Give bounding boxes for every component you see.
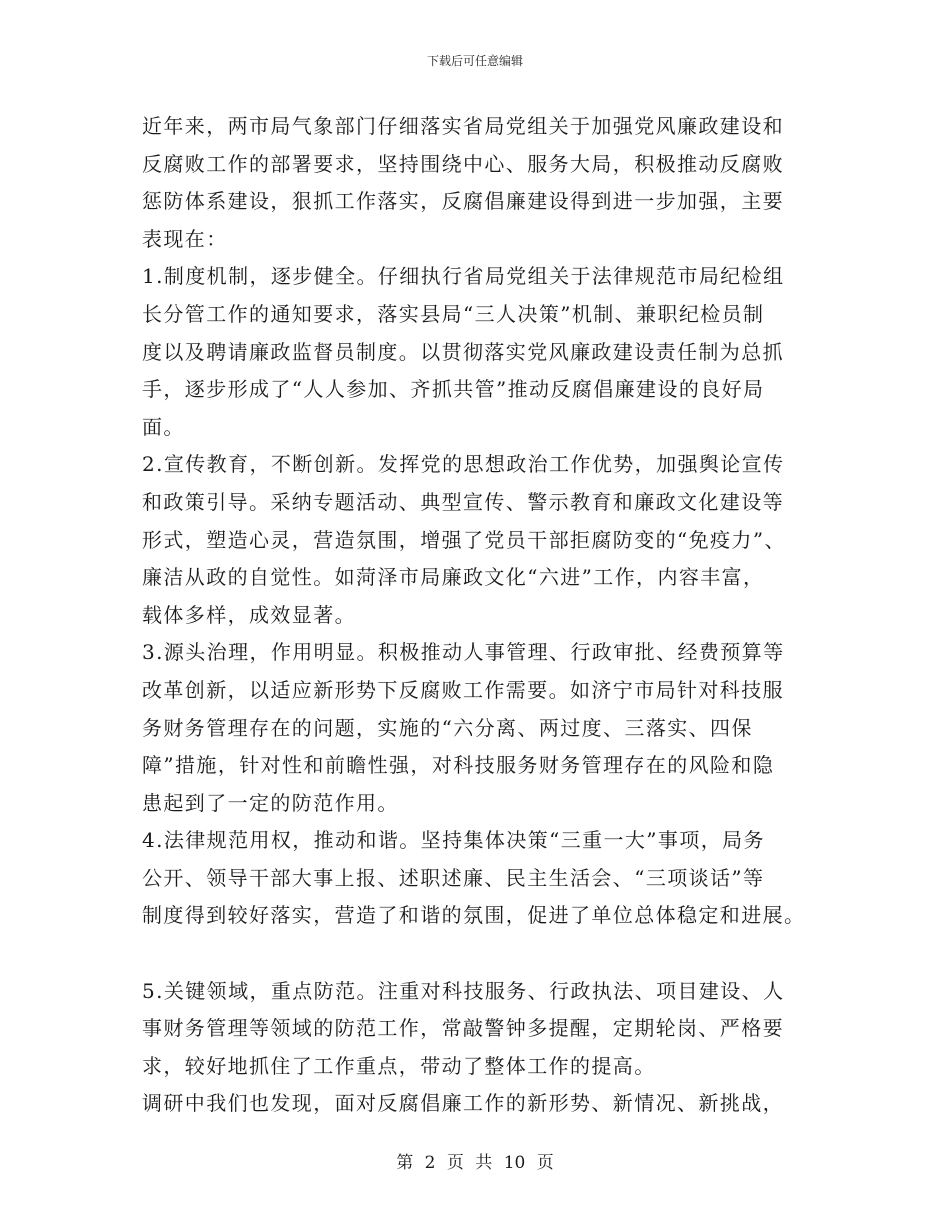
page-footer: 第 2 页 共 10 页 <box>396 1153 554 1173</box>
text-line: 障”措施，针对性和前瞻性强，对科技服务财务管理存在的风险和隐 <box>142 753 775 778</box>
text-line: 事财务管理等领域的防范工作，常敲警钟多提醒，定期轮岗、严格要 <box>142 1016 784 1041</box>
text-line: 2.宣传教育，不断创新。发挥党的思想政治工作优势，加强舆论宣传 <box>142 452 785 477</box>
text-line: 面。 <box>142 414 185 439</box>
text-line: 载体多样，成效显著。 <box>142 602 356 627</box>
text-line: 反腐败工作的部署要求，坚持围绕中心、服务大局，积极推动反腐败 <box>142 151 784 176</box>
text-line: 表现在： <box>142 226 228 251</box>
text-line: 形式，塑造心灵，营造氛围，增强了党员干部拒腐防变的“免疫力”、 <box>142 527 786 552</box>
text-line: 患起到了一定的防范作用。 <box>142 790 399 815</box>
text-line: 务财务管理存在的问题，实施的“六分离、两过度、三落实、四保 <box>142 715 753 740</box>
text-line: 5.关键领域，重点防范。注重对科技服务、行政执法、项目建设、人 <box>142 978 785 1003</box>
text-line: 近年来，两市局气象部门仔细落实省局党组关于加强党风廉政建设和 <box>142 114 784 138</box>
text-line: 惩防体系建设，狠抓工作落实，反腐倡廉建设得到进一步加强，主要 <box>142 189 784 214</box>
text-line: 改革创新，以适应新形势下反腐败工作需要。如济宁市局针对科技服 <box>142 677 784 702</box>
blank-line <box>142 935 808 973</box>
text-line: 3.源头治理，作用明显。积极推动人事管理、行政审批、经费预算等 <box>142 640 785 665</box>
page-header: 下载后可任意编辑 <box>426 54 523 68</box>
body-text <box>142 108 808 1123</box>
text-line: 4.法律规范用权，推动和谐。坚持集体决策“三重一大”事项，局务 <box>142 828 765 853</box>
text-line: 1.制度机制，逐步健全。仔细执行省局党组关于法律规范市局纪检组 <box>142 264 785 289</box>
text-line: 调研中我们也发现，面对反腐倡廉工作的新形势、新情况、新挑战， <box>142 1091 784 1116</box>
text-line: 手，逐步形成了“人人参加、齐抓共管”推动反腐倡廉建设的良好局 <box>142 377 765 402</box>
text-line: 求，较好地抓住了工作重点，带动了整体工作的提高。 <box>142 1053 656 1078</box>
text-line: 廉洁从政的自觉性。如菏泽市局廉政文化“六进”工作，内容丰富， <box>142 565 765 590</box>
text-line: 度以及聘请廉政监督员制度。以贯彻落实党风廉政建设责任制为总抓 <box>142 339 784 364</box>
text-line: 和政策引导。采纳专题活动、典型宣传、警示教育和廉政文化建设等 <box>142 489 784 514</box>
text-line: 公开、领导干部大事上报、述职述廉、民主生活会、“三项谈话”等 <box>142 865 765 890</box>
text-line: 制度得到较好落实，营造了和谐的氛围，促进了单位总体稳定和进展。 <box>142 903 806 928</box>
text-line: 长分管工作的通知要求，落实县局“三人决策”机制、兼职纪检员制 <box>142 301 765 326</box>
